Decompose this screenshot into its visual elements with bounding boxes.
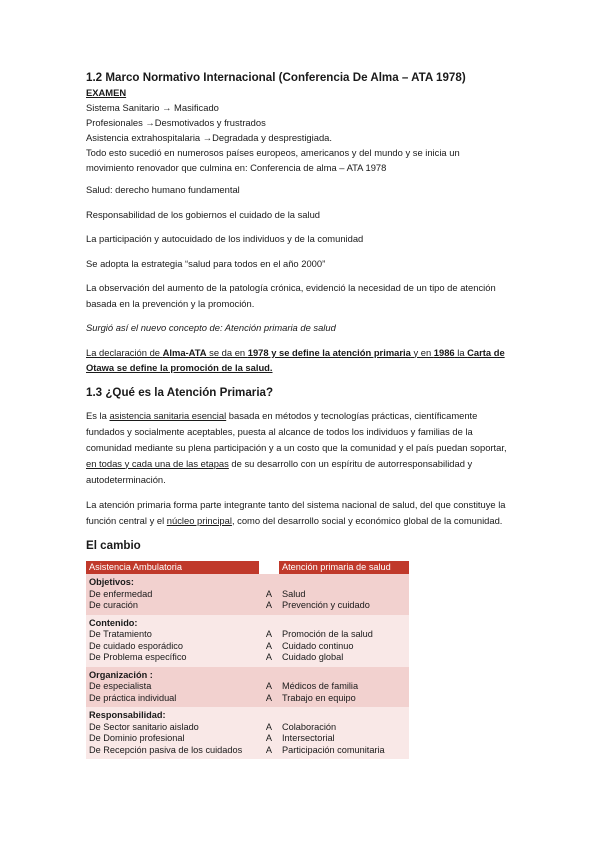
paragraph-definicion bbox=[86, 408, 516, 488]
cell: A bbox=[259, 693, 279, 708]
table-row bbox=[86, 707, 409, 722]
cell: De práctica individual bbox=[86, 693, 259, 708]
group-label: Organización : bbox=[86, 667, 409, 682]
table-row bbox=[86, 722, 409, 734]
paragraph-integrante bbox=[86, 497, 516, 529]
table-header-row bbox=[86, 561, 409, 575]
table-row bbox=[86, 733, 409, 745]
table-row bbox=[86, 629, 409, 641]
cell: Cuidado global bbox=[279, 652, 409, 667]
def-text: en todas y cada una de las etapas bbox=[86, 457, 229, 469]
table-row bbox=[86, 745, 409, 760]
cell: Cuidado continuo bbox=[279, 641, 409, 653]
decl-text: y en bbox=[410, 346, 434, 358]
int-text: La atención primaria forma parte integrante tanto del sistema nacional de salud, del que constituye la función central y el bbox=[86, 498, 506, 526]
text-line: Profesionales →Desmotivados y frustrados bbox=[86, 117, 266, 128]
header-right: Atención primaria de salud bbox=[279, 561, 409, 575]
int-text: , como del desarrollo social y económico global de la comunidad. bbox=[231, 514, 503, 526]
cell: Colaboración bbox=[279, 722, 409, 734]
table-row bbox=[86, 641, 409, 653]
cell: Prevención y cuidado bbox=[279, 600, 409, 615]
paragraph-declaracion bbox=[86, 345, 516, 376]
cell: De Dominio profesional bbox=[86, 733, 259, 745]
cell: A bbox=[259, 722, 279, 734]
table-row bbox=[86, 652, 409, 667]
text-line: Asistencia extrahospitalaria →Degradada y desprestigiada. bbox=[86, 132, 332, 143]
table-row bbox=[86, 574, 409, 589]
page-content bbox=[86, 70, 516, 759]
cell: De Problema específico bbox=[86, 652, 259, 667]
cell: Médicos de familia bbox=[279, 681, 409, 693]
text-line: Sistema Sanitario → Masificado bbox=[86, 102, 219, 113]
cell: Intersectorial bbox=[279, 733, 409, 745]
cell: Promoción de la salud bbox=[279, 629, 409, 641]
cell: De Sector sanitario aislado bbox=[86, 722, 259, 734]
paragraph-salud: Salud: derecho humano fundamental bbox=[86, 184, 240, 195]
cell: De Tratamiento bbox=[86, 629, 259, 641]
table-row bbox=[86, 600, 409, 615]
decl-text: la bbox=[454, 346, 468, 358]
paragraph-estrategia: Se adopta la estrategia “salud para todos en el año 2000” bbox=[86, 257, 326, 269]
def-text: basada en métodos y tecnologías prácticas, científicamente fundados y socialmente aceptables, puesta al alcance de todos los individuos y familias de la comunidad mediante su plena participación y a un costo que la comunidad y el país puedan soportar, bbox=[86, 409, 507, 453]
cambio-table bbox=[86, 561, 409, 760]
cell: A bbox=[259, 600, 279, 615]
decl-text: se da en bbox=[206, 346, 248, 358]
section-1-3-title: 1.3 ¿Qué es la Atención Primaria? bbox=[86, 385, 274, 399]
group-label: Objetivos: bbox=[86, 574, 409, 589]
table-row bbox=[86, 589, 409, 601]
text-line: movimiento renovador que culmina en: Conferencia de alma – ATA 1978 bbox=[86, 162, 387, 173]
decl-text: 1978 y se define la atención primaria bbox=[247, 346, 411, 358]
def-text: asistencia sanitaria esencial bbox=[109, 409, 227, 421]
cell: De especialista bbox=[86, 681, 259, 693]
table-row bbox=[86, 615, 409, 630]
decl-text: La declaración de bbox=[86, 346, 163, 358]
int-text: núcleo principal bbox=[166, 514, 232, 526]
cell: A bbox=[259, 641, 279, 653]
cell: A bbox=[259, 589, 279, 601]
def-text: de su desarrollo con un espíritu de autorresponsabilidad y autodeterminación. bbox=[86, 457, 473, 485]
table-row bbox=[86, 681, 409, 693]
cell: Participación comunitaria bbox=[279, 745, 409, 760]
cell: A bbox=[259, 733, 279, 745]
paragraph-responsabilidad: Responsabilidad de los gobiernos el cuidado de la salud bbox=[86, 208, 321, 220]
examen-label: EXAMEN bbox=[86, 87, 127, 98]
table-row bbox=[86, 667, 409, 682]
paragraph-surgio: Surgió así el nuevo concepto de: Atención primaria de salud bbox=[86, 322, 336, 333]
cell: A bbox=[259, 745, 279, 760]
cell: Trabajo en equipo bbox=[279, 693, 409, 708]
decl-text: Carta de Otawa se define la promoción de la salud. bbox=[86, 346, 505, 373]
decl-text: 1986 bbox=[433, 346, 455, 358]
text-line: Todo esto sucedió en numerosos países europeos, americanos y del mundo y se inicia un bbox=[86, 147, 460, 158]
cell: A bbox=[259, 652, 279, 667]
header-left: Asistencia Ambulatoria bbox=[86, 561, 259, 575]
table-row bbox=[86, 693, 409, 708]
group-label: Responsabilidad: bbox=[86, 707, 409, 722]
def-text: Es la bbox=[86, 409, 110, 421]
cell: De cuidado esporádico bbox=[86, 641, 259, 653]
cambio-title: El cambio bbox=[86, 538, 141, 552]
cell: De curación bbox=[86, 600, 259, 615]
paragraph-observacion: La observación del aumento de la patología crónica, evidenció la necesidad de un tipo de atención basada en la prevención y la promoción. bbox=[86, 282, 496, 309]
cell: De enfermedad bbox=[86, 589, 259, 601]
cell: Salud bbox=[279, 589, 409, 601]
cell: A bbox=[259, 681, 279, 693]
cell: De Recepción pasiva de los cuidados bbox=[86, 745, 259, 760]
paragraph-participacion: La participación y autocuidado de los individuos y de la comunidad bbox=[86, 233, 364, 244]
decl-text: Alma-ATA bbox=[162, 346, 207, 358]
group-label: Contenido: bbox=[86, 615, 409, 630]
cell: A bbox=[259, 629, 279, 641]
section-1-2-title: 1.2 Marco Normativo Internacional (Conferencia De Alma – ATA 1978) bbox=[86, 71, 466, 84]
